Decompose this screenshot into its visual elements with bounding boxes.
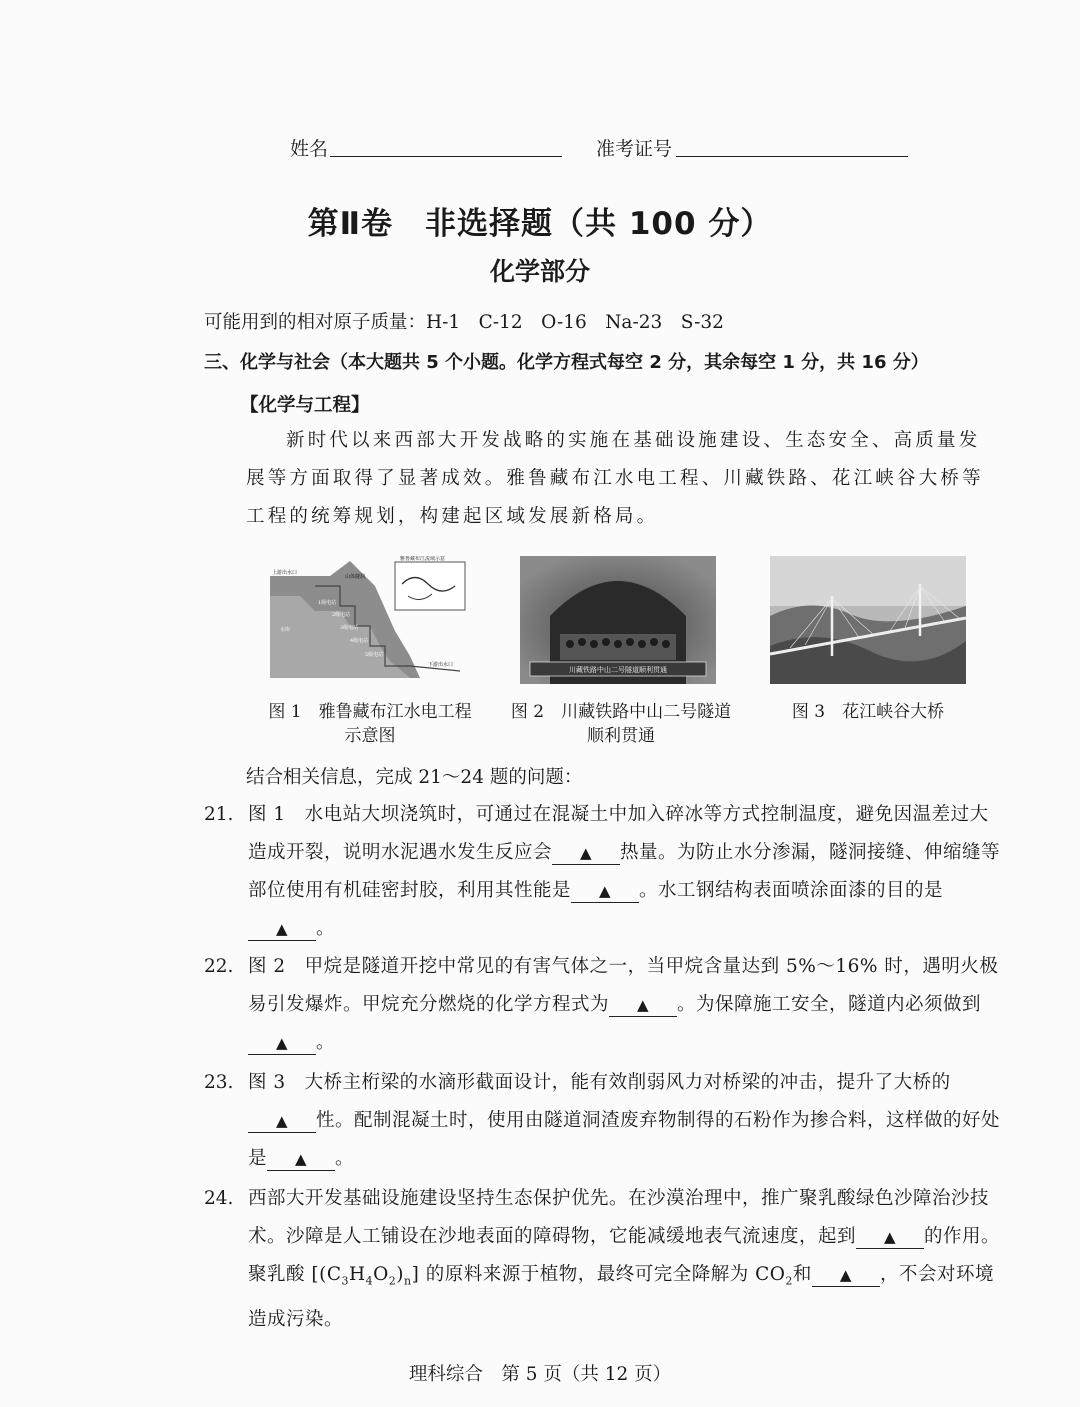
- q24-sub-co2: 2: [785, 1274, 793, 1288]
- q24-blank-2[interactable]: ▲: [812, 1264, 880, 1287]
- q22-text-2: 。为保障施工安全，隧道内必须做到: [677, 994, 982, 1015]
- q23-text-3: 。: [335, 1148, 355, 1169]
- exam-id-label: 准考证号: [596, 138, 673, 160]
- q21-blank-3[interactable]: ▲: [248, 918, 316, 941]
- section-subtitle: 化学部分: [489, 257, 590, 286]
- q24-text-3: ] 的原料来源于植物，最终可完全降解为 CO: [411, 1264, 786, 1285]
- page-title: 第Ⅱ卷 非选择题（共 100 分）: [307, 206, 773, 242]
- intro-paragraph: 新时代以来西部大开发战略的实施在基础设施建设、生态安全、高质量发展等方面取得了显著成效。雅鲁藏布江水电工程、川藏铁路、花江峡谷大桥等工程的统筹规划，构建起区域发展新格局。: [246, 430, 984, 527]
- name-label: 姓名: [290, 138, 329, 160]
- fig1-label-station-3: 3级电站: [340, 625, 359, 631]
- question-22-text: [248, 948, 1002, 1062]
- figure-3-caption: [758, 700, 978, 724]
- q22-text-1: 图 2 甲烷是隧道开挖中常见的有害气体之一，当甲烷含量达到 5%～16% 时，遇明火极易引发爆炸。甲烷充分燃烧的化学方程式为: [248, 956, 999, 1015]
- section-heading: 三、化学与社会（本大题共 5 个小题。化学方程式每空 2 分，其余每空 1 分，共 16 分）: [204, 352, 929, 373]
- q24-text-5: ，不会对环境造成污染。: [248, 1264, 994, 1330]
- q21-blank-2[interactable]: ▲: [571, 880, 639, 903]
- page-footer: 理科综合 第 5 页（共 12 页）: [408, 1364, 672, 1385]
- q24-text-h: H: [348, 1264, 366, 1285]
- question-prompt: 结合相关信息，完成 21～24 题的问题：: [246, 767, 583, 788]
- figure-2-tunnel-photo: [520, 556, 716, 684]
- q24-text-2: 的作用。聚乳酸 [(C: [248, 1226, 1001, 1285]
- q21-text-2: 热量。为防止水分渗漏，隧洞接缝、伸缩缝等部位使用有机硅密封胶，利用其性能是: [248, 842, 1001, 901]
- q24-text-paren: ): [396, 1264, 405, 1285]
- figure-1-caption: [250, 700, 490, 748]
- fig1-label-station-5: 5级电站: [365, 652, 384, 658]
- q24-sub-o: 2: [388, 1274, 397, 1288]
- q24-sub-h: 4: [365, 1274, 374, 1288]
- q21-blank-1[interactable]: ▲: [552, 842, 620, 865]
- figure-2-caption-line1: 图 2 川藏铁路中山二号隧道: [510, 702, 732, 722]
- figure-2-caption: [498, 700, 744, 748]
- q23-blank-1[interactable]: ▲: [248, 1110, 316, 1133]
- fig1-label-tunnel: 山体隧洞: [345, 574, 366, 580]
- q22-text-3: 。: [316, 1032, 336, 1053]
- question-21-number: 21.: [204, 804, 234, 825]
- q24-sub-n: n: [404, 1274, 412, 1288]
- topic-heading: 【化学与工程】: [240, 395, 370, 416]
- q23-text-1: 图 3 大桥主桁梁的水滴形截面设计，能有效削弱风力对桥梁的冲击，提升了大桥的: [248, 1072, 951, 1093]
- q21-text-4: 。: [316, 918, 336, 939]
- question-23-number: 23.: [204, 1072, 234, 1093]
- name-field-line: [330, 156, 562, 157]
- figure-3-bridge-photo: [770, 556, 966, 684]
- q24-text-4: 和: [792, 1264, 812, 1285]
- figure-1-caption-line1: 图 1 雅鲁藏布江水电工程: [268, 702, 472, 722]
- fig1-label-downstream: 下游出水口: [428, 662, 454, 668]
- fig1-label-basin: 雅鲁藏布江流域示意: [400, 556, 446, 562]
- figure-1-hydropower-diagram: [270, 556, 470, 684]
- fig1-label-reservoir: 水库: [280, 627, 291, 633]
- q24-text-1: 西部大开发基础设施建设坚持生态保护优先。在沙漠治理中，推广聚乳酸绿色沙障治沙技术。沙障是人工铺设在沙地表面的障碍物，它能减缓地表气流速度，起到: [248, 1188, 990, 1247]
- fig1-label-station-4: 4级电站: [350, 638, 369, 644]
- question-23-text: [248, 1064, 1002, 1178]
- q22-blank-1[interactable]: ▲: [609, 994, 677, 1017]
- atomic-masses: 可能用到的相对原子质量：H-1 C-12 O-16 Na-23 S-32: [204, 312, 724, 333]
- figure-2-caption-line2: 顺利贯通: [587, 726, 655, 746]
- q24-sub-c: 3: [341, 1274, 349, 1288]
- question-24-number: 24.: [204, 1188, 234, 1209]
- question-22-number: 22.: [204, 956, 234, 977]
- q22-blank-2[interactable]: ▲: [248, 1032, 316, 1055]
- fig2-banner-text: 川藏铁路中山二号隧道顺利贯通: [569, 666, 667, 674]
- q24-blank-1[interactable]: ▲: [856, 1226, 924, 1249]
- q23-text-2: 性。配制混凝土时，使用由隧道洞渣废弃物制得的石粉作为掺合料，这样做的好处是: [248, 1110, 1001, 1169]
- fig1-label-station-1: 1级电站: [318, 600, 337, 606]
- q21-text-3: 。水工钢结构表面喷涂面漆的目的是: [639, 880, 944, 901]
- fig1-label-station-2: 2级电站: [332, 612, 351, 618]
- exam-id-field-line: [676, 156, 908, 157]
- question-24-text: [248, 1180, 1002, 1339]
- question-21-text: [248, 796, 1002, 948]
- figure-1-caption-line2: 示意图: [344, 726, 396, 746]
- q23-blank-2[interactable]: ▲: [267, 1148, 335, 1171]
- fig1-label-upstream: 上游出水口: [272, 570, 298, 576]
- q24-text-o: O: [373, 1264, 389, 1285]
- figure-3-caption-line1: 图 3 花江峡谷大桥: [791, 702, 945, 722]
- q21-text-1: 图 1 水电站大坝浇筑时，可通过在混凝土中加入碎冰等方式控制温度，避免因温差过大造成开裂，说明水泥遇水发生反应会: [248, 804, 989, 863]
